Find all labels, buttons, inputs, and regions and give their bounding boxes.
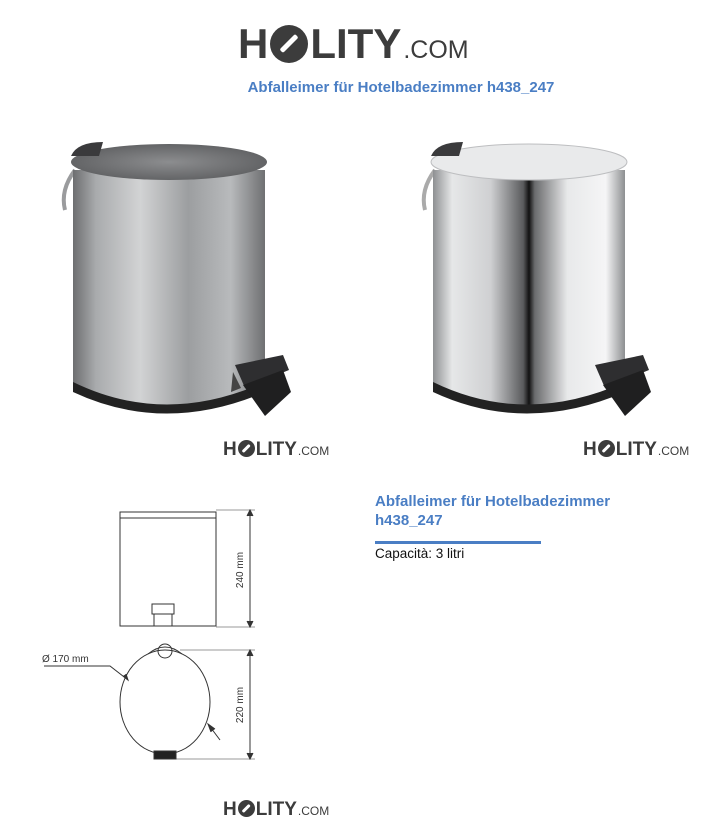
logo-o-icon [238,800,255,817]
product-photo-polished [415,130,655,430]
logo-letters: LITY [615,439,657,460]
logo-domain: .COM [297,444,330,458]
brand-logo [238,20,469,68]
brand-logo-small [223,798,329,821]
product-title: Abfalleimer für Hotelbadezimmer h438_247 [375,493,611,529]
logo-letter-h: H [223,799,237,820]
logo-letter-h: H [583,439,597,460]
logo-o-icon [598,440,615,457]
product-photo-brushed [55,130,295,430]
brand-logo-small [583,438,689,461]
depth-dimension-label: 220 mm [235,686,246,724]
logo-domain: .COM [657,444,690,458]
brand-logo-small [223,438,329,461]
product-capacity: Capacità: 3 litri [375,546,465,561]
logo-letters: LITY [255,799,297,820]
logo-letter-h: H [238,20,269,67]
height-dimension-label: 240 mm [235,551,246,589]
logo-letters: LITY [310,20,402,67]
logo-letters: LITY [255,439,297,460]
logo-letter-h: H [223,439,237,460]
title-underline [375,541,541,544]
logo-o-icon [238,440,255,457]
logo-domain: .COM [297,804,330,818]
technical-drawing [30,500,280,775]
diameter-dimension-label: Ø 170 mm [42,654,89,665]
logo-domain: .COM [403,36,469,64]
page-title: Abfalleimer für Hotelbadezimmer h438_247 [247,79,555,96]
logo-o-icon [270,25,308,63]
